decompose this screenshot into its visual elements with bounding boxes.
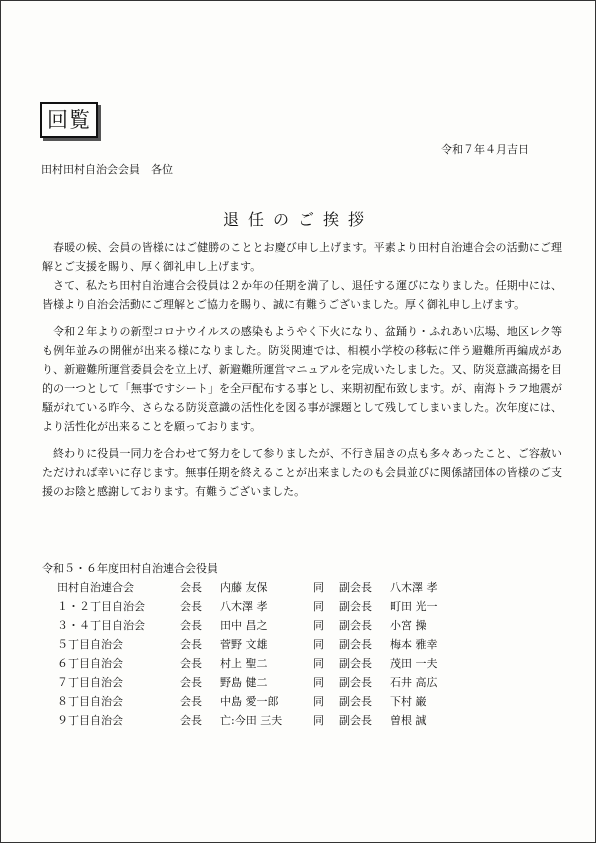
vice-president-name: 曽根 誠	[390, 714, 427, 727]
role-label: 会長	[180, 657, 202, 670]
vice-president-name: 茂田 一夫	[390, 657, 438, 670]
issue-date: 令和７年４月吉日	[441, 143, 529, 156]
letter-body	[42, 238, 562, 501]
organization-name: ８丁目自治会	[57, 695, 123, 708]
same-label: 同	[313, 581, 324, 594]
president-name: 亡:今田 三夫	[220, 714, 283, 727]
role-label: 会長	[180, 695, 202, 708]
organization-name: ９丁目自治会	[57, 714, 123, 727]
organization-name: ６丁目自治会	[57, 657, 123, 670]
officer-row	[42, 635, 438, 654]
officers-list	[42, 559, 438, 730]
role-label: 副会長	[339, 638, 372, 651]
vice-president-name: 小宮 操	[390, 619, 427, 632]
vice-president-name: 町田 光一	[390, 600, 438, 613]
role-label: 会長	[180, 676, 202, 689]
document-title: 退任のご挨拶	[222, 210, 373, 229]
role-label: 副会長	[339, 657, 372, 670]
officer-row	[42, 597, 438, 616]
officer-row	[42, 616, 427, 635]
paragraph-activities: 令和２年よりの新型コロナウイルスの感染もようやく下火になり、盆踊り・ふれあい広場、地区レク等も例年並みの開催が出来る様になりました。防災関連では、相模小学校の移転に伴う避難所再編成があり、新避難所運営委員会を立上げ、新避難所運営マニュアルを完成いたしました。又、防災意識高揚を目的の一つとして「無事ですシート」を全戸配布する事とし、来期初配布致します。が、南海トラフ地震が騒がれている昨今、さらなる防災意識の活性化を図る事が課題として残してしまいました。次年度には、より活性化が出来ることを願っております。	[42, 325, 562, 433]
addressee: 田村田村自治会会員 各位	[41, 163, 173, 176]
president-name: 八木澤 孝	[220, 600, 268, 613]
same-label: 同	[313, 600, 324, 613]
organization-name: 田村自治連合会	[57, 581, 134, 594]
president-name: 野島 健二	[220, 676, 268, 689]
same-label: 同	[313, 638, 324, 651]
same-label: 同	[313, 657, 324, 670]
paragraph-greeting: 春暖の候、会員の皆様にはご健勝のこととお慶び申し上げます。平素より田村自治連合会の活動にご理解とご支援を賜り、厚く御礼申し上げます。	[42, 241, 562, 273]
president-name: 田中 昌之	[220, 619, 268, 632]
officer-row	[42, 654, 438, 673]
role-label: 副会長	[339, 600, 372, 613]
vice-president-name: 下村 巌	[390, 695, 427, 708]
organization-name: ５丁目自治会	[57, 638, 123, 651]
officers-heading: 令和５・６年度田村自治連合会役員	[42, 562, 218, 575]
organization-name: ３・４丁目自治会	[57, 619, 145, 632]
paragraph-closing: 終わりに役員一同力を合わせて努力をして参りましたが、不行き届きの点も多々あったこと、ご容赦いただければ幸いに存じます。無事任期を終えることが出来ましたのも会員並びに関係諸団体の皆様のご支援のお陰と感謝しております。有難うございました。	[42, 447, 562, 498]
role-label: 副会長	[339, 581, 372, 594]
officer-row	[42, 711, 427, 730]
same-label: 同	[313, 695, 324, 708]
role-label: 会長	[180, 714, 202, 727]
role-label: 会長	[180, 600, 202, 613]
vice-president-name: 石井 高広	[390, 676, 438, 689]
same-label: 同	[313, 619, 324, 632]
role-label: 会長	[180, 581, 202, 594]
same-label: 同	[313, 676, 324, 689]
officer-row	[42, 578, 438, 597]
circulation-badge: 回覧	[40, 102, 98, 138]
role-label: 副会長	[339, 619, 372, 632]
role-label: 副会長	[339, 714, 372, 727]
vice-president-name: 梅本 雅幸	[390, 638, 438, 651]
president-name: 内藤 友保	[220, 581, 268, 594]
role-label: 会長	[180, 619, 202, 632]
officer-row	[42, 692, 427, 711]
paragraph-retirement: さて、私たち田村自治連合会役員は２か年の任期を満了し、退任する運びになりました。任期中には、皆様より自治会活動にご理解とご協力を賜り、誠に有難うございました。厚く御礼申し上げます。	[42, 279, 562, 311]
officer-row	[42, 673, 438, 692]
organization-name: ７丁目自治会	[57, 676, 123, 689]
same-label: 同	[313, 714, 324, 727]
organization-name: １・２丁目自治会	[57, 600, 145, 613]
president-name: 中島 愛一郎	[220, 695, 279, 708]
role-label: 会長	[180, 638, 202, 651]
president-name: 菅野 文雄	[220, 638, 268, 651]
vice-president-name: 八木澤 孝	[390, 581, 438, 594]
role-label: 副会長	[339, 695, 372, 708]
role-label: 副会長	[339, 676, 372, 689]
president-name: 村上 聖二	[220, 657, 268, 670]
